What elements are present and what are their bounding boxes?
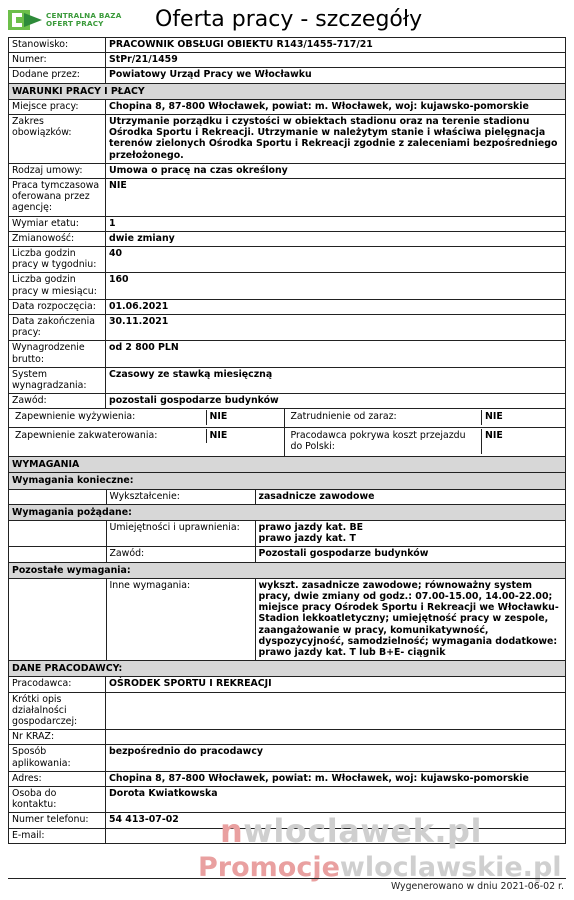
subsection-header: Wymagania konieczne: (9, 473, 566, 489)
row-adres (9, 771, 566, 786)
label: Wynagrodzenie brutto: (9, 341, 106, 367)
row-godziny-miesiac (9, 273, 566, 299)
label: System wynagradzania: (9, 367, 106, 393)
section-header: WYMAGANIA (9, 457, 566, 473)
subsection-header: Pozostałe wymagania: (9, 562, 566, 578)
subsection-pozostale (9, 562, 566, 578)
value: dwie zmiany (106, 231, 566, 246)
row-stanowisko (9, 38, 566, 53)
label: Zapewnienie wyżywienia: (12, 410, 206, 424)
row-pair-1 (9, 409, 566, 427)
value: 30.11.2021 (106, 315, 566, 341)
label: Data zakończenia pracy: (9, 315, 106, 341)
row-zakres-obowiazkow (9, 115, 566, 164)
label: Wymiar etatu: (9, 216, 106, 231)
value: NIE (209, 429, 228, 441)
section-header: DANE PRACODAWCY: (9, 661, 566, 677)
cbop-logo-icon (8, 9, 44, 31)
value-line: prawo jazdy kat. T (258, 533, 356, 545)
value: wykszt. zasadnicze zawodowe; równoważny system pracy, dwie zmiany od godz.: 07.00-15.00, 14.00-22.00; miejsce pracy Ośrodek Sportu i Rekreacji we Włocławku-Stadion lekkoatletyczny; umiejętność pracy w zespole, zaangażowanie w pracy, komunikatywność, dyspozycyjność, samodzielność; wymagania dodatkowe: prawo jazdy kat. T lub B+E- ciągnik (258, 579, 559, 658)
section-header: WARUNKI PRACY I PŁACY (9, 83, 566, 99)
row-umiejetnosci (9, 520, 566, 546)
row-wymiar-etatu (9, 216, 566, 231)
row-dodane-przez (9, 68, 566, 83)
label: Adres: (9, 771, 106, 786)
row-sposob-aplikowania (9, 745, 566, 771)
value: PRACOWNIK OBSŁUGI OBIEKTU R143/1455-717/21 (106, 38, 566, 53)
value: pozostali gospodarze budynków (106, 394, 566, 409)
row-wynagrodzenie (9, 341, 566, 367)
offer-table (8, 37, 566, 844)
value: NIE (485, 411, 503, 423)
label: E-mail: (9, 828, 106, 843)
label: Zapewnienie zakwaterowania: (12, 429, 206, 443)
value: NIE (485, 429, 503, 441)
value: Pozostali gospodarze budynków (258, 548, 429, 560)
row-pracodawca (9, 677, 566, 692)
value: NIE (106, 179, 566, 217)
label: Numer: (9, 53, 106, 68)
row-wyksztalcenie (9, 489, 566, 504)
value: 40 (106, 247, 566, 273)
logo-text: CENTRALNA BAZA OFERT PRACY (46, 11, 122, 28)
label: Liczba godzin pracy w tygodniu: (9, 247, 106, 273)
label: Inne wymagania: (106, 579, 255, 660)
label: Zawód: (106, 547, 255, 561)
watermark-nwloclawek: nwloclawek.pl (220, 812, 482, 850)
row-data-zakonczenia (9, 315, 566, 341)
value: Czasowy ze stawką miesięczną (106, 367, 566, 393)
label: Pracodawca pokrywa koszt przejazdu do Polski: (288, 429, 482, 454)
label: Nr KRAZ: (9, 730, 106, 745)
label: Osoba do kontaktu: (9, 786, 106, 812)
row-rodzaj-umowy (9, 163, 566, 178)
row-praca-tymczasowa (9, 179, 566, 217)
row-numer (9, 53, 566, 68)
label: Zatrudnienie od zaraz: (288, 410, 482, 424)
label: Umiejętności i uprawnienia: (106, 521, 255, 546)
label: Rodzaj umowy: (9, 163, 106, 178)
value: 54 413-07-02 (106, 813, 566, 828)
value: StPr/21/1459 (106, 53, 566, 68)
value (255, 521, 565, 546)
cbop-logo (8, 9, 120, 31)
row-inne-wymagania (9, 578, 566, 660)
row-zawod-pozadany (9, 547, 566, 562)
label: Praca tymczasowa oferowana przez agencję: (9, 179, 106, 217)
label: Pracodawca: (9, 677, 106, 692)
value: 160 (106, 273, 566, 299)
subsection-konieczne (9, 473, 566, 489)
page-title: Oferta pracy - szczegóły (155, 7, 423, 32)
value (106, 692, 566, 730)
value: od 2 800 PLN (106, 341, 566, 367)
value: 01.06.2021 (106, 299, 566, 314)
value-line: prawo jazdy kat. BE (258, 521, 364, 533)
label: Zawód: (9, 394, 106, 409)
label: Sposób aplikowania: (9, 745, 106, 771)
label: Numer telefonu: (9, 813, 106, 828)
value: NIE (209, 411, 228, 423)
label: Zmianowość: (9, 231, 106, 246)
subsection-pozadane (9, 504, 566, 520)
generated-date: Wygenerowano w dniu 2021-06-02 r. (390, 881, 564, 892)
row-osoba-kontakt (9, 786, 566, 812)
label: Wykształcenie: (106, 490, 255, 504)
subsection-header: Wymagania pożądane: (9, 504, 566, 520)
label: Miejsce pracy: (9, 99, 106, 114)
row-zawod (9, 394, 566, 409)
row-pair-2 (9, 427, 566, 456)
label: Dodane przez: (9, 68, 106, 83)
value: Powiatowy Urząd Pracy we Włocławku (106, 68, 566, 83)
row-system-wynagradzania (9, 367, 566, 393)
value: zasadnicze zawodowe (258, 490, 375, 502)
footer-divider (8, 878, 566, 879)
value: bezpośrednio do pracodawcy (106, 745, 566, 771)
value: Chopina 8, 87-800 Włocławek, powiat: m. Włocławek, woj: kujawsko-pomorskie (106, 771, 566, 786)
section-pracodawca (9, 661, 566, 677)
label: Data rozpoczęcia: (9, 299, 106, 314)
row-data-rozpoczecia (9, 299, 566, 314)
value: Dorota Kwiatkowska (106, 786, 566, 812)
label: Stanowisko: (9, 38, 106, 53)
value: Utrzymanie porządku i czystości w obiektach stadionu oraz na terenie stadionu Ośrodka Sportu i Rekreacji. Utrzymanie w należytym stanie i właściwa pielęgnacja terenów zielonych Ośrodka Sportu i Rekreacji zgodnie z zaleceniami bezpośredniego przełożonego. (106, 115, 566, 164)
value: Umowa o pracę na czas określony (106, 163, 566, 178)
value: 1 (106, 216, 566, 231)
row-zmianowosc (9, 231, 566, 246)
label: Zakres obowiązków: (9, 115, 106, 164)
section-wymagania (9, 457, 566, 473)
value: OŚRODEK SPORTU I REKREACJI (106, 677, 566, 692)
watermark-promocje: Promocjewloclawskie.pl (198, 852, 562, 883)
label: Liczba godzin pracy w miesiącu: (9, 273, 106, 299)
value: Chopina 8, 87-800 Włocławek, powiat: m. Włocławek, woj: kujawsko-pomorskie (106, 99, 566, 114)
section-warunki (9, 83, 566, 99)
row-miejsce-pracy (9, 99, 566, 114)
row-godziny-tydzien (9, 247, 566, 273)
row-opis-dzialalnosci (9, 692, 566, 730)
value (106, 730, 566, 745)
label: Krótki opis działalności gospodarczej: (9, 692, 106, 730)
row-nr-kraz (9, 730, 566, 745)
